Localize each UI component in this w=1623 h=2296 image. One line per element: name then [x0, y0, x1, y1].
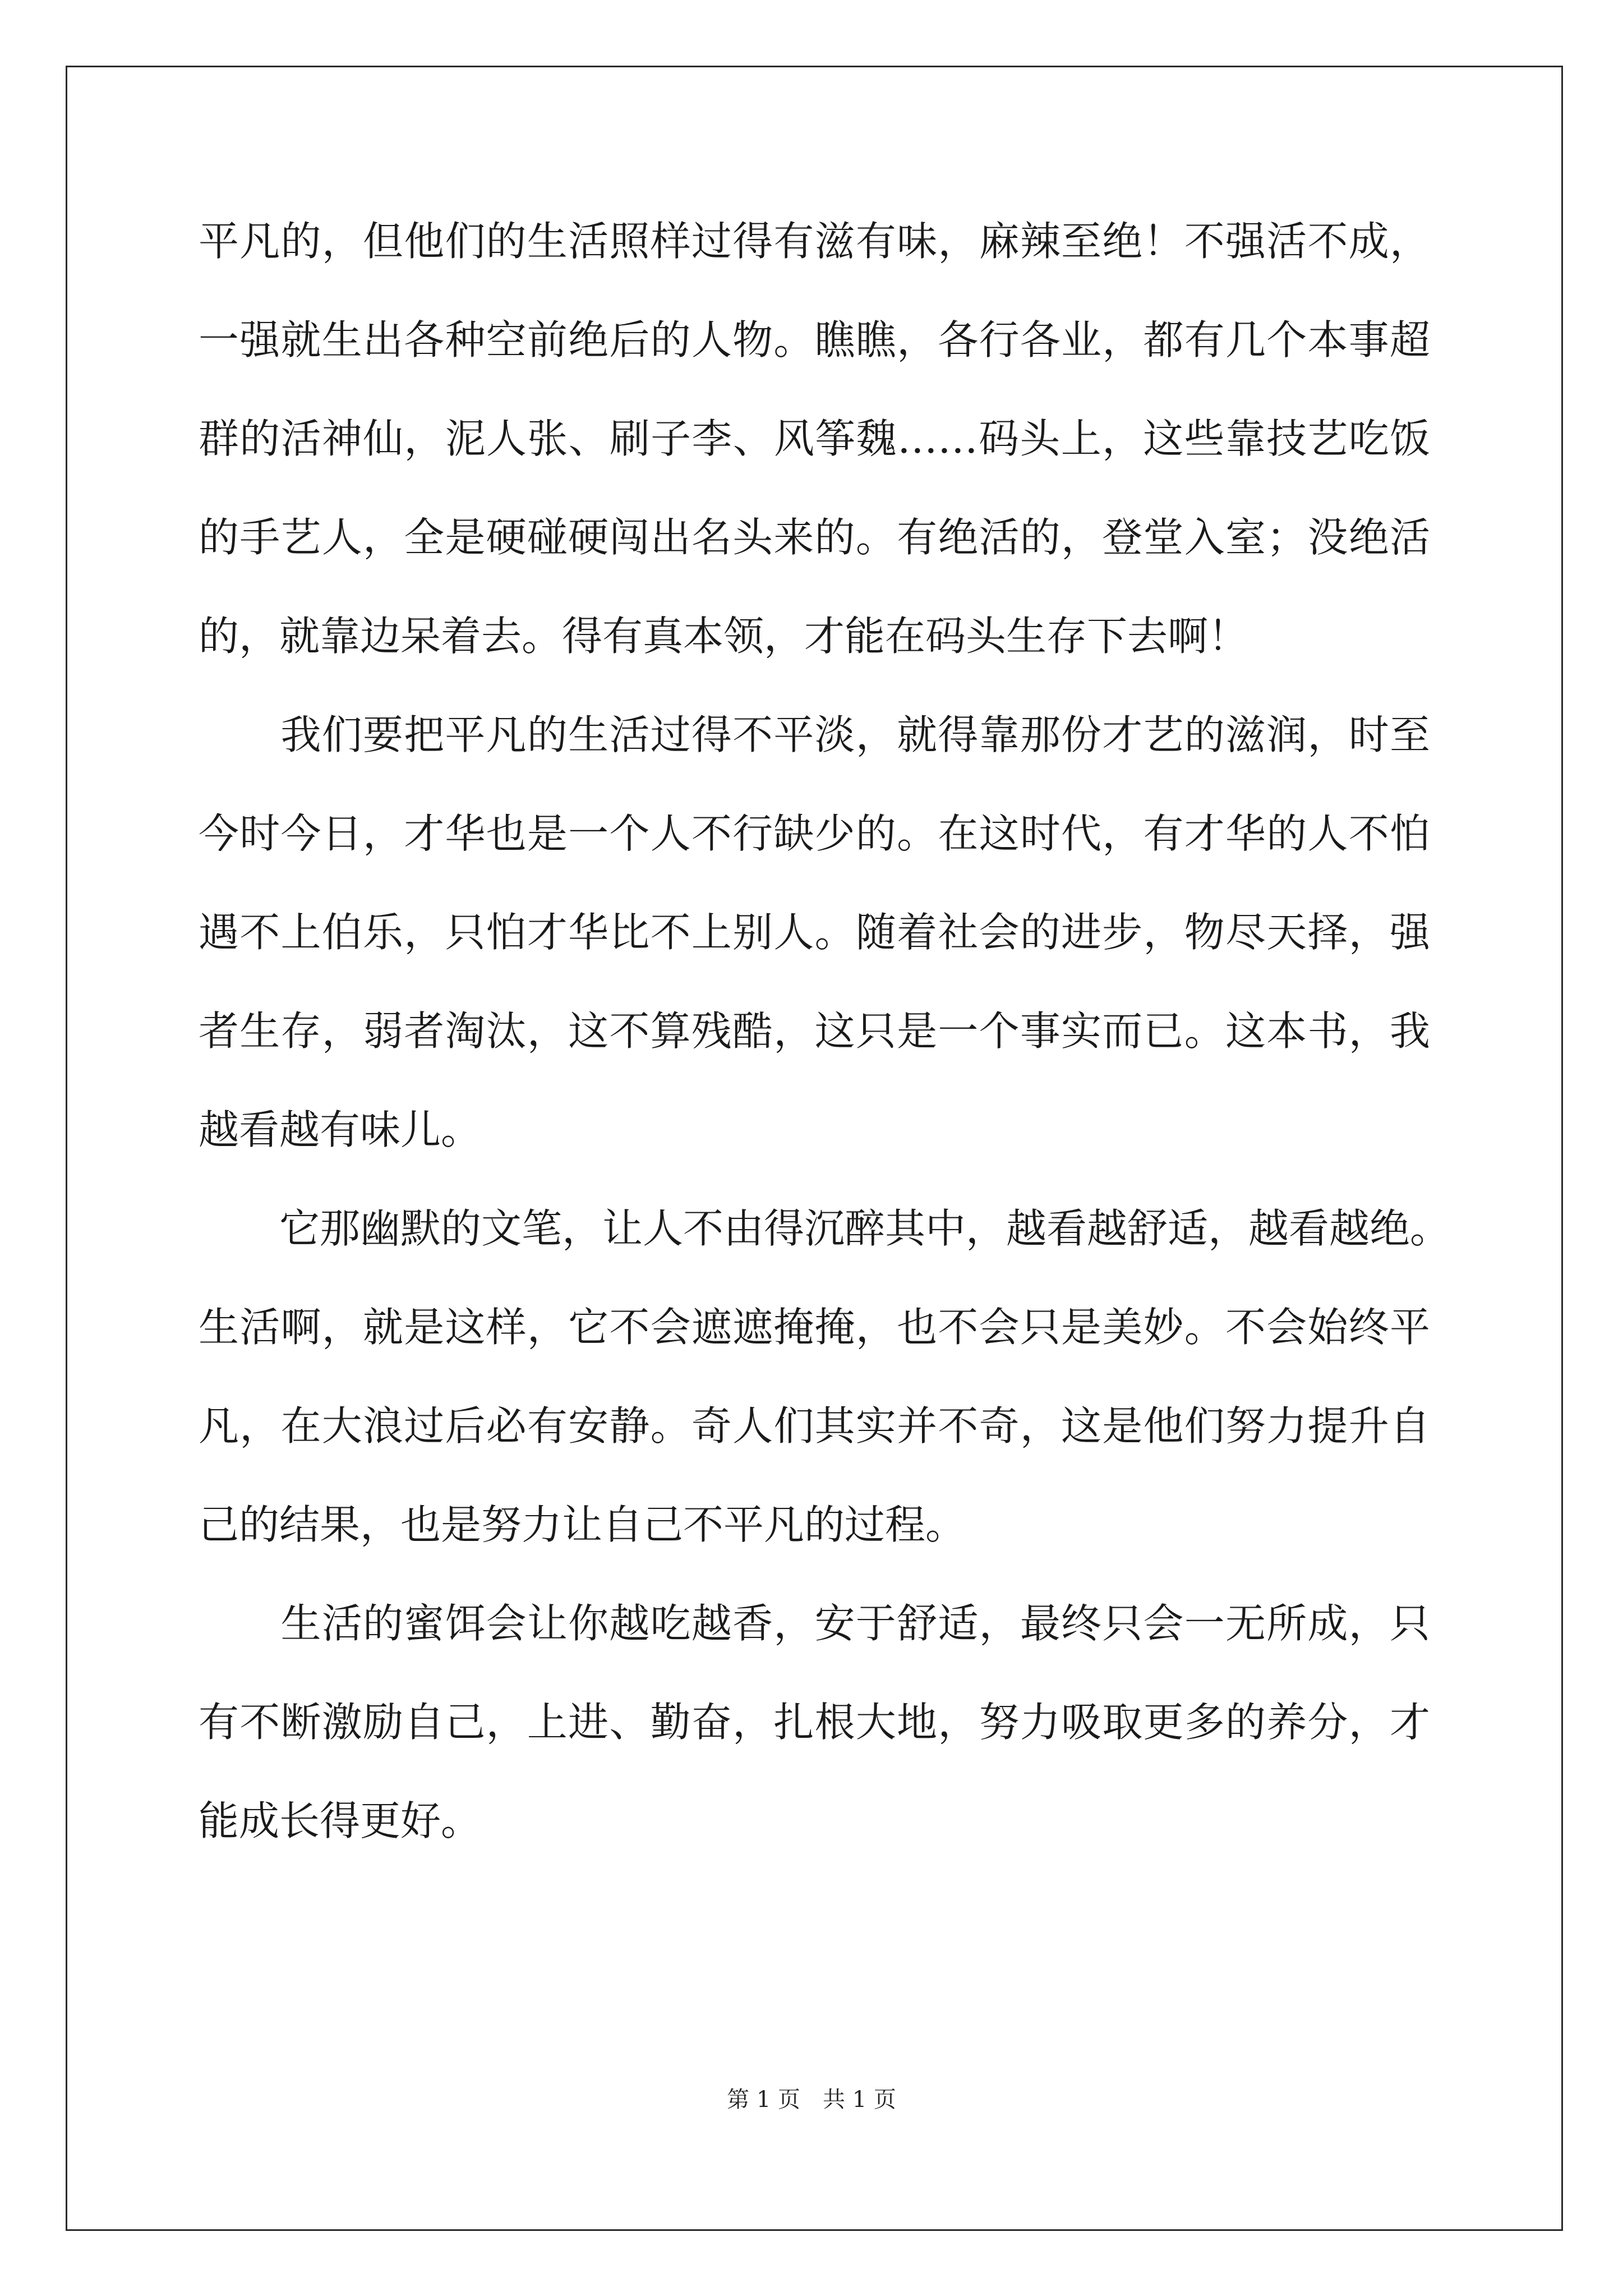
- text-line: 群的活神仙，泥人张、刷子李、风筝魏……码头上，这些靠技艺吃饭: [199, 415, 1430, 462]
- text-line: 凡，在大浪过后必有安静。奇人们其实并不奇，这是他们努力提升自: [199, 1402, 1430, 1450]
- text-line: 今时今日，才华也是一个人不行缺少的。在这时代，有才华的人不怕: [199, 810, 1430, 857]
- text-line: 一强就生出各种空前绝后的人物。瞧瞧，各行各业，都有几个本事超: [199, 316, 1430, 364]
- page-footer: 第 1 页 共 1 页: [727, 2087, 896, 2113]
- text-line: 有不断激励自己，上进、勤奋，扎根大地，努力吸取更多的养分，才: [199, 1699, 1430, 1746]
- text-line: 己的结果，也是努力让自己不平凡的过程。: [199, 1501, 966, 1548]
- text-line: 我们要把平凡的生活过得不平淡，就得靠那份才艺的滋润，时至: [199, 711, 1430, 758]
- text-line: 生活啊，就是这样，它不会遮遮掩掩，也不会只是美妙。不会始终平: [199, 1304, 1430, 1351]
- text-line: 生活的蜜饵会让你越吃越香，安于舒适，最终只会一无所成，只: [199, 1600, 1430, 1647]
- text-line: 者生存，弱者淘汰，这不算残酷，这只是一个事实而已。这本书，我: [199, 1007, 1430, 1055]
- text-line: 它那幽默的文笔，让人不由得沉醉其中，越看越舒适，越看越绝。: [199, 1205, 1451, 1252]
- text-line: 的，就靠边呆着去。得有真本领，才能在码头生存下去啊！: [199, 613, 1249, 660]
- text-line: 的手艺人，全是硬碰硬闯出名头来的。有绝活的，登堂入室；没绝活: [199, 514, 1430, 561]
- document-body: [199, 208, 1451, 1886]
- text-line: 遇不上伯乐，只怕才华比不上别人。随着社会的进步，物尽天择，强: [199, 909, 1430, 956]
- text-line: 越看越有味儿。: [199, 1106, 482, 1153]
- text-line: 能成长得更好。: [199, 1797, 482, 1844]
- text-line: 平凡的，但他们的生活照样过得有滋有味，麻辣至绝！不强活不成，: [199, 218, 1430, 265]
